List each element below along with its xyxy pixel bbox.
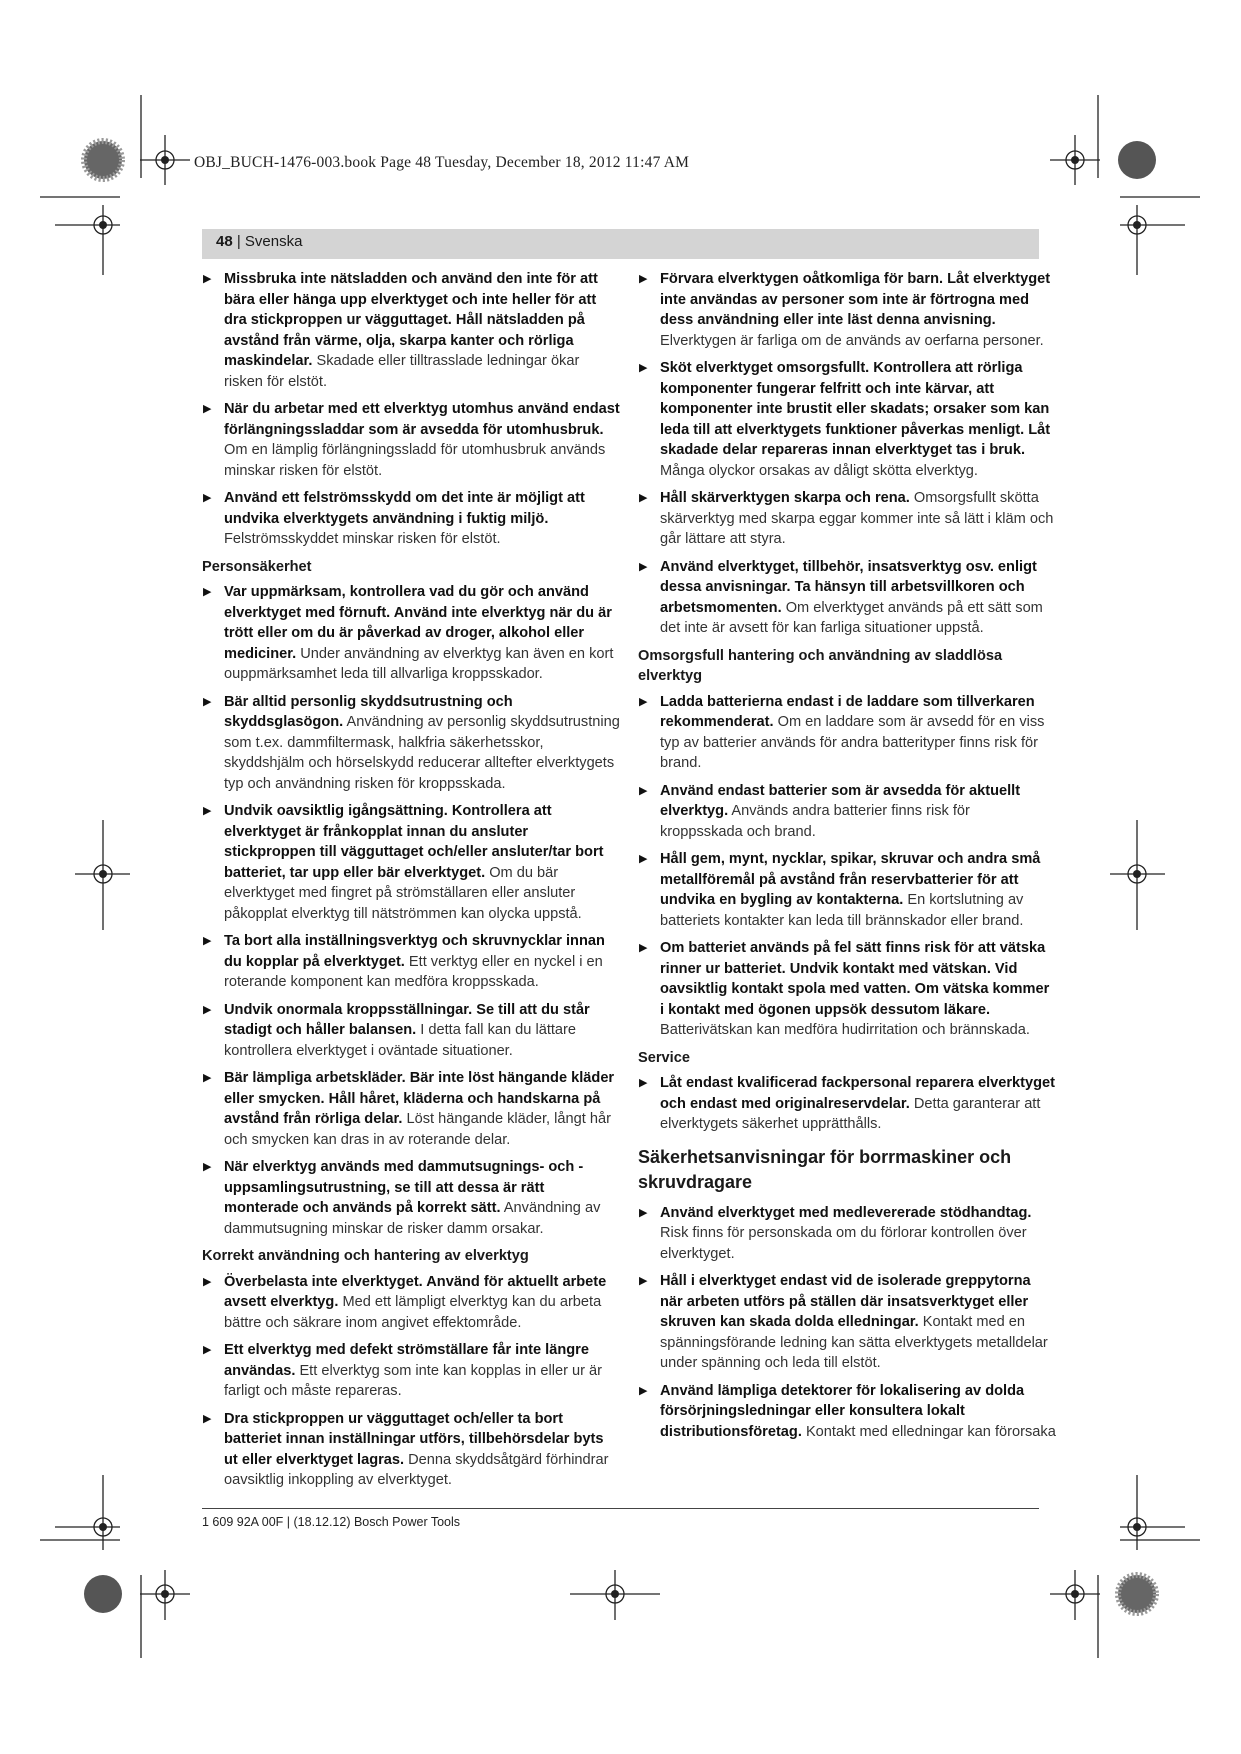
safety-item-explanation: Kontakt med elledningar kan förorsaka	[801, 1423, 1056, 1440]
bullet-arrow-icon: ▶	[639, 1275, 648, 1287]
safety-item	[638, 938, 1056, 1041]
safety-item-instruction: Missbruka inte nätsladden och använd den inte för att bära eller hänga upp elverktyget och inte heller för att dra stickproppen ur vägguttaget. Håll nätsladden på avstånd från värme, olja, skarpa kanter och rörliga maskindelar.	[224, 271, 598, 369]
safety-item-explanation: Detta garanterar att elverktygets säkerhet upprätthålls.	[660, 1095, 1041, 1132]
safety-item-explanation: Om du bär elverktyget med fingret på strömställaren eller ansluter påkopplat elverktyg till nätströmmen kan olycka uppstå.	[224, 864, 582, 922]
safety-item	[202, 1272, 620, 1334]
print-info-line: OBJ_BUCH-1476-003.book Page 48 Tuesday, December 18, 2012 11:47 AM	[194, 154, 690, 171]
bullet-arrow-icon: ▶	[639, 560, 648, 573]
safety-item	[202, 1157, 620, 1239]
safety-item-instruction: När elverktyg används med dammutsugnings- och -uppsamlingsutrustning, se till att dessa är rätt monterade och används på korrekt sätt.	[224, 1159, 584, 1216]
safety-item-explanation: Med ett lämpligt elverktyg kan du arbeta bättre och säkrare inom angivet effektområde.	[224, 1294, 602, 1331]
safety-item	[202, 1340, 620, 1402]
safety-item	[638, 1203, 1056, 1265]
section-title-drills: Säkerhetsanvisningar för borrmaskiner och skruvdragare	[638, 1146, 1012, 1192]
bullet-arrow-icon: ▶	[203, 695, 212, 708]
safety-item-instruction: Sköt elverktyget omsorgsfullt. Kontrollera att rörliga komponenter fungerar felfritt och inte kärvar, att komponenter inte brustit eller skadats; orsaker som kan leda till att elverktygets funktioner påverkas menligt. Låt skadade delar repareras innan elverktyget tas i bruk.	[660, 360, 1051, 458]
safety-item-explanation: Kontakt med en spänningsförande ledning kan sätta elverktygets metalldelar under spänning och leda till elstöt.	[660, 1314, 1048, 1371]
heading-battery-tools: Omsorgsfull hantering och användning av sladdlösa elverktyg	[638, 647, 1003, 684]
safety-item-instruction: Använd elverktyget, tillbehör, insatsverktyg osv. enligt dessa anvisningar. Ta hänsyn till arbetsvillkoren och arbetsmomenten.	[660, 558, 1037, 616]
safety-item-explanation: Elverktygen är farliga om de används av oerfarna personer.	[660, 332, 1044, 349]
safety-item	[202, 1409, 620, 1491]
safety-item-instruction: Överbelasta inte elverktyget. Använd för aktuellt arbete avsett elverktyg.	[224, 1273, 607, 1310]
safety-item-explanation: Under användning av elverktyg kan även en kort ouppmärksamhet leda till allvarliga kroppsskador.	[224, 645, 614, 682]
safety-item-explanation: Omsorgsfullt skötta skärverktyg med skarpa eggar kommer inte så lätt i kläm och går lättare att styra.	[660, 490, 1054, 547]
safety-item	[638, 269, 1056, 351]
footer-rule	[202, 1508, 1039, 1509]
safety-item	[638, 557, 1056, 639]
safety-item	[638, 781, 1056, 843]
page-language: Svenska	[244, 233, 303, 250]
safety-item-explanation: En kortslutning av batteriets kontakter kan leda till brännskador eller brand.	[660, 892, 1024, 929]
safety-item-instruction: Ladda batterierna endast i de laddare som tillverkaren rekommenderat.	[660, 693, 1035, 730]
safety-item-instruction: Håll gem, mynt, nycklar, spikar, skruvar och andra små metallföremål på avstånd från reservbatterier för att undvika en bygling av kontakterna.	[660, 851, 1041, 908]
safety-item-instruction: Undvik oavsiktlig igångsättning. Kontrollera att elverktyget är frånkopplat innan du ansluter stickproppen till vägguttaget och/eller ansluter/tar bort batteriet, tar upp eller bär elverktyget.	[224, 803, 604, 881]
heading-tool-usage: Korrekt användning och hantering av elverktyg	[202, 1248, 529, 1264]
bullet-arrow-icon: ▶	[639, 853, 648, 865]
page-footer: 1 609 92A 00F | (18.12.12) Bosch Power Tools	[202, 1515, 461, 1529]
right-column	[638, 269, 1056, 1449]
safety-item-explanation: Om en laddare som är avsedd för en viss typ av batterier används för andra batterityper finns risk för brand.	[660, 714, 1045, 771]
bullet-arrow-icon: ▶	[203, 273, 212, 285]
bullet-arrow-icon: ▶	[639, 942, 648, 954]
heading-personal-safety: Personsäkerhet	[202, 558, 312, 575]
safety-item-instruction: Använd ett felströmsskydd om det inte är möjligt att undvika elverktygets användning i fuktig miljö.	[224, 490, 585, 527]
safety-item-instruction: Använd elverktyget med medlevererade stödhandtag.	[660, 1204, 1032, 1221]
safety-item-instruction: Bär lämpliga arbetskläder. Bär inte löst hängande kläder eller smycken. Håll håret, kläderna och handskarna på avstånd från rörliga delar.	[224, 1070, 615, 1127]
safety-item-instruction: Använd endast batterier som är avsedda för aktuellt elverktyg.	[660, 782, 1021, 819]
bullet-arrow-icon: ▶	[203, 1412, 212, 1425]
bullet-arrow-icon: ▶	[639, 492, 648, 504]
safety-item-explanation: Denna skyddsåtgärd förhindrar oavsiktlig inkoppling av elverktyget.	[224, 1451, 609, 1488]
safety-item-instruction: Var uppmärksam, kontrollera vad du gör och använd elverktyget med förnuft. Använd inte elverktyg när du är trött eller om du är påverkad av droger, alkohol eller mediciner.	[224, 584, 612, 662]
safety-item	[202, 1068, 620, 1150]
page-header	[216, 233, 302, 250]
safety-item-explanation: Batterivätskan kan medföra hudirritation och brännskada.	[660, 1022, 1030, 1038]
safety-item-instruction: Dra stickproppen ur vägguttaget och/eller ta bort batteriet innan inställningar utförs, tillbehörsdelar byts ut eller elverktyget lagras.	[224, 1410, 604, 1468]
bullet-arrow-icon: ▶	[639, 273, 648, 285]
safety-item	[638, 1271, 1056, 1374]
bullet-arrow-icon: ▶	[203, 1072, 212, 1084]
safety-item	[638, 1073, 1056, 1135]
safety-item-instruction: Låt endast kvalificerad fackpersonal reparera elverktyget och endast med originalreservdelar.	[660, 1075, 1056, 1112]
safety-item	[638, 488, 1056, 550]
bullet-arrow-icon: ▶	[639, 362, 648, 374]
safety-item-instruction: Undvik onormala kroppsställningar. Se till att du står stadigt och håller balansen.	[224, 1001, 590, 1038]
safety-item	[202, 801, 620, 924]
safety-item-explanation: Ett verktyg eller en nyckel i en roterande komponent kan medföra kroppsskada.	[224, 953, 603, 990]
safety-item-explanation: I detta fall kan du lättare kontrollera elverktyget i oväntade situationer.	[224, 1022, 577, 1059]
bullet-arrow-icon: ▶	[203, 1344, 212, 1356]
safety-item-explanation: Felströmsskyddet minskar risken för elstöt.	[224, 531, 501, 547]
safety-item-explanation: Användning av personlig skyddsutrustning som t.ex. dammfiltermask, halkfria säkerhetsskor, skyddshjälm och hörselskydd reducerar alltefter elverktygets typ och användning risken för kroppsskada.	[224, 714, 620, 792]
safety-item	[638, 1381, 1056, 1443]
bullet-arrow-icon: ▶	[639, 695, 648, 708]
safety-item-explanation: Ett elverktyg som inte kan kopplas in eller ur är farligt och måste repareras.	[224, 1362, 602, 1399]
safety-item	[202, 582, 620, 685]
safety-item	[638, 692, 1056, 774]
bullet-arrow-icon: ▶	[203, 1161, 212, 1173]
safety-item	[202, 399, 620, 481]
bullet-arrow-icon: ▶	[639, 784, 648, 797]
safety-item-instruction: Använd lämpliga detektorer för lokalisering av dolda försörjningsledningar eller konsultera lokalt distributionsföretag.	[660, 1382, 1025, 1440]
safety-item-instruction: Ta bort alla inställningsverktyg och skruvnycklar innan du kopplar på elverktyget.	[224, 933, 605, 970]
bullet-arrow-icon: ▶	[203, 1003, 212, 1016]
page-header-bar	[202, 229, 1039, 259]
left-column	[202, 269, 620, 1498]
safety-item-instruction: Förvara elverktygen oåtkomliga för barn. Låt elverktyget inte användas av personer som inte är förtrogna med dess användning eller inte läst denna anvisning.	[660, 271, 1051, 328]
bullet-arrow-icon: ▶	[639, 1077, 648, 1089]
safety-item	[202, 1000, 620, 1062]
bullet-arrow-icon: ▶	[203, 805, 212, 817]
safety-item-explanation: Många olyckor orsakas av dåligt skötta elverktyg.	[660, 462, 978, 479]
bullet-arrow-icon: ▶	[203, 586, 212, 598]
heading-service: Service	[638, 1049, 690, 1066]
safety-item-explanation: Om en lämplig förlängningssladd för utomhusbruk används minskar risken för elstöt.	[224, 442, 606, 479]
safety-item-explanation: Om elverktyget används på ett sätt som det inte är avsett för kan farliga situationer uppstå.	[660, 599, 1043, 636]
bullet-arrow-icon: ▶	[639, 1384, 648, 1397]
safety-item-explanation: Skadade eller tilltrasslade ledningar ökar risken för elstöt.	[224, 353, 580, 390]
bullet-arrow-icon: ▶	[203, 492, 212, 504]
page-number: 48	[216, 233, 233, 250]
safety-item	[202, 269, 620, 392]
bullet-arrow-icon: ▶	[203, 1275, 212, 1288]
safety-item-explanation: Användning av dammutsugning minskar de risker damm orsakar.	[224, 1200, 601, 1237]
safety-item-instruction: Om batteriet används på fel sätt finns risk för att vätska rinner ur batteriet. Undvik kontakt med vätskan. Vid oavsiktlig kontakt spola med vatten. Om vätska kommer i kontakt med ögonen uppsök dessutom läkare.	[660, 940, 1050, 1018]
safety-item	[202, 488, 620, 550]
safety-item	[638, 358, 1056, 481]
bullet-arrow-icon: ▶	[203, 935, 212, 947]
safety-item-instruction: Håll skärverktygen skarpa och rena.	[660, 490, 910, 506]
safety-item-explanation: Löst hängande kläder, långt hår och smycken kan dras in av roterande delar.	[224, 1111, 611, 1148]
bullet-arrow-icon: ▶	[203, 403, 212, 415]
safety-item	[638, 849, 1056, 931]
safety-item-instruction: När du arbetar med ett elverktyg utomhus använd endast förlängningssladdar som är avsedda för utomhusbruk.	[224, 401, 620, 438]
safety-item-instruction: Bär alltid personlig skyddsutrustning och skyddsglasögon.	[224, 693, 513, 730]
safety-item	[202, 931, 620, 993]
safety-item	[202, 692, 620, 795]
safety-item-explanation: Används andra batterier finns risk för kroppsskada och brand.	[660, 803, 970, 840]
safety-item-instruction: Ett elverktyg med defekt strömställare får inte längre användas.	[224, 1342, 589, 1379]
safety-item-explanation: Risk finns för personskada om du förlorar kontrollen över elverktyget.	[660, 1225, 1027, 1262]
safety-item-instruction: Håll i elverktyget endast vid de isolerade greppytorna när arbeten utförs på ställen där insatsverktyget eller skruven kan skada dolda elledningar.	[660, 1273, 1031, 1330]
header-separator: |	[232, 233, 245, 250]
bullet-arrow-icon: ▶	[639, 1206, 648, 1219]
